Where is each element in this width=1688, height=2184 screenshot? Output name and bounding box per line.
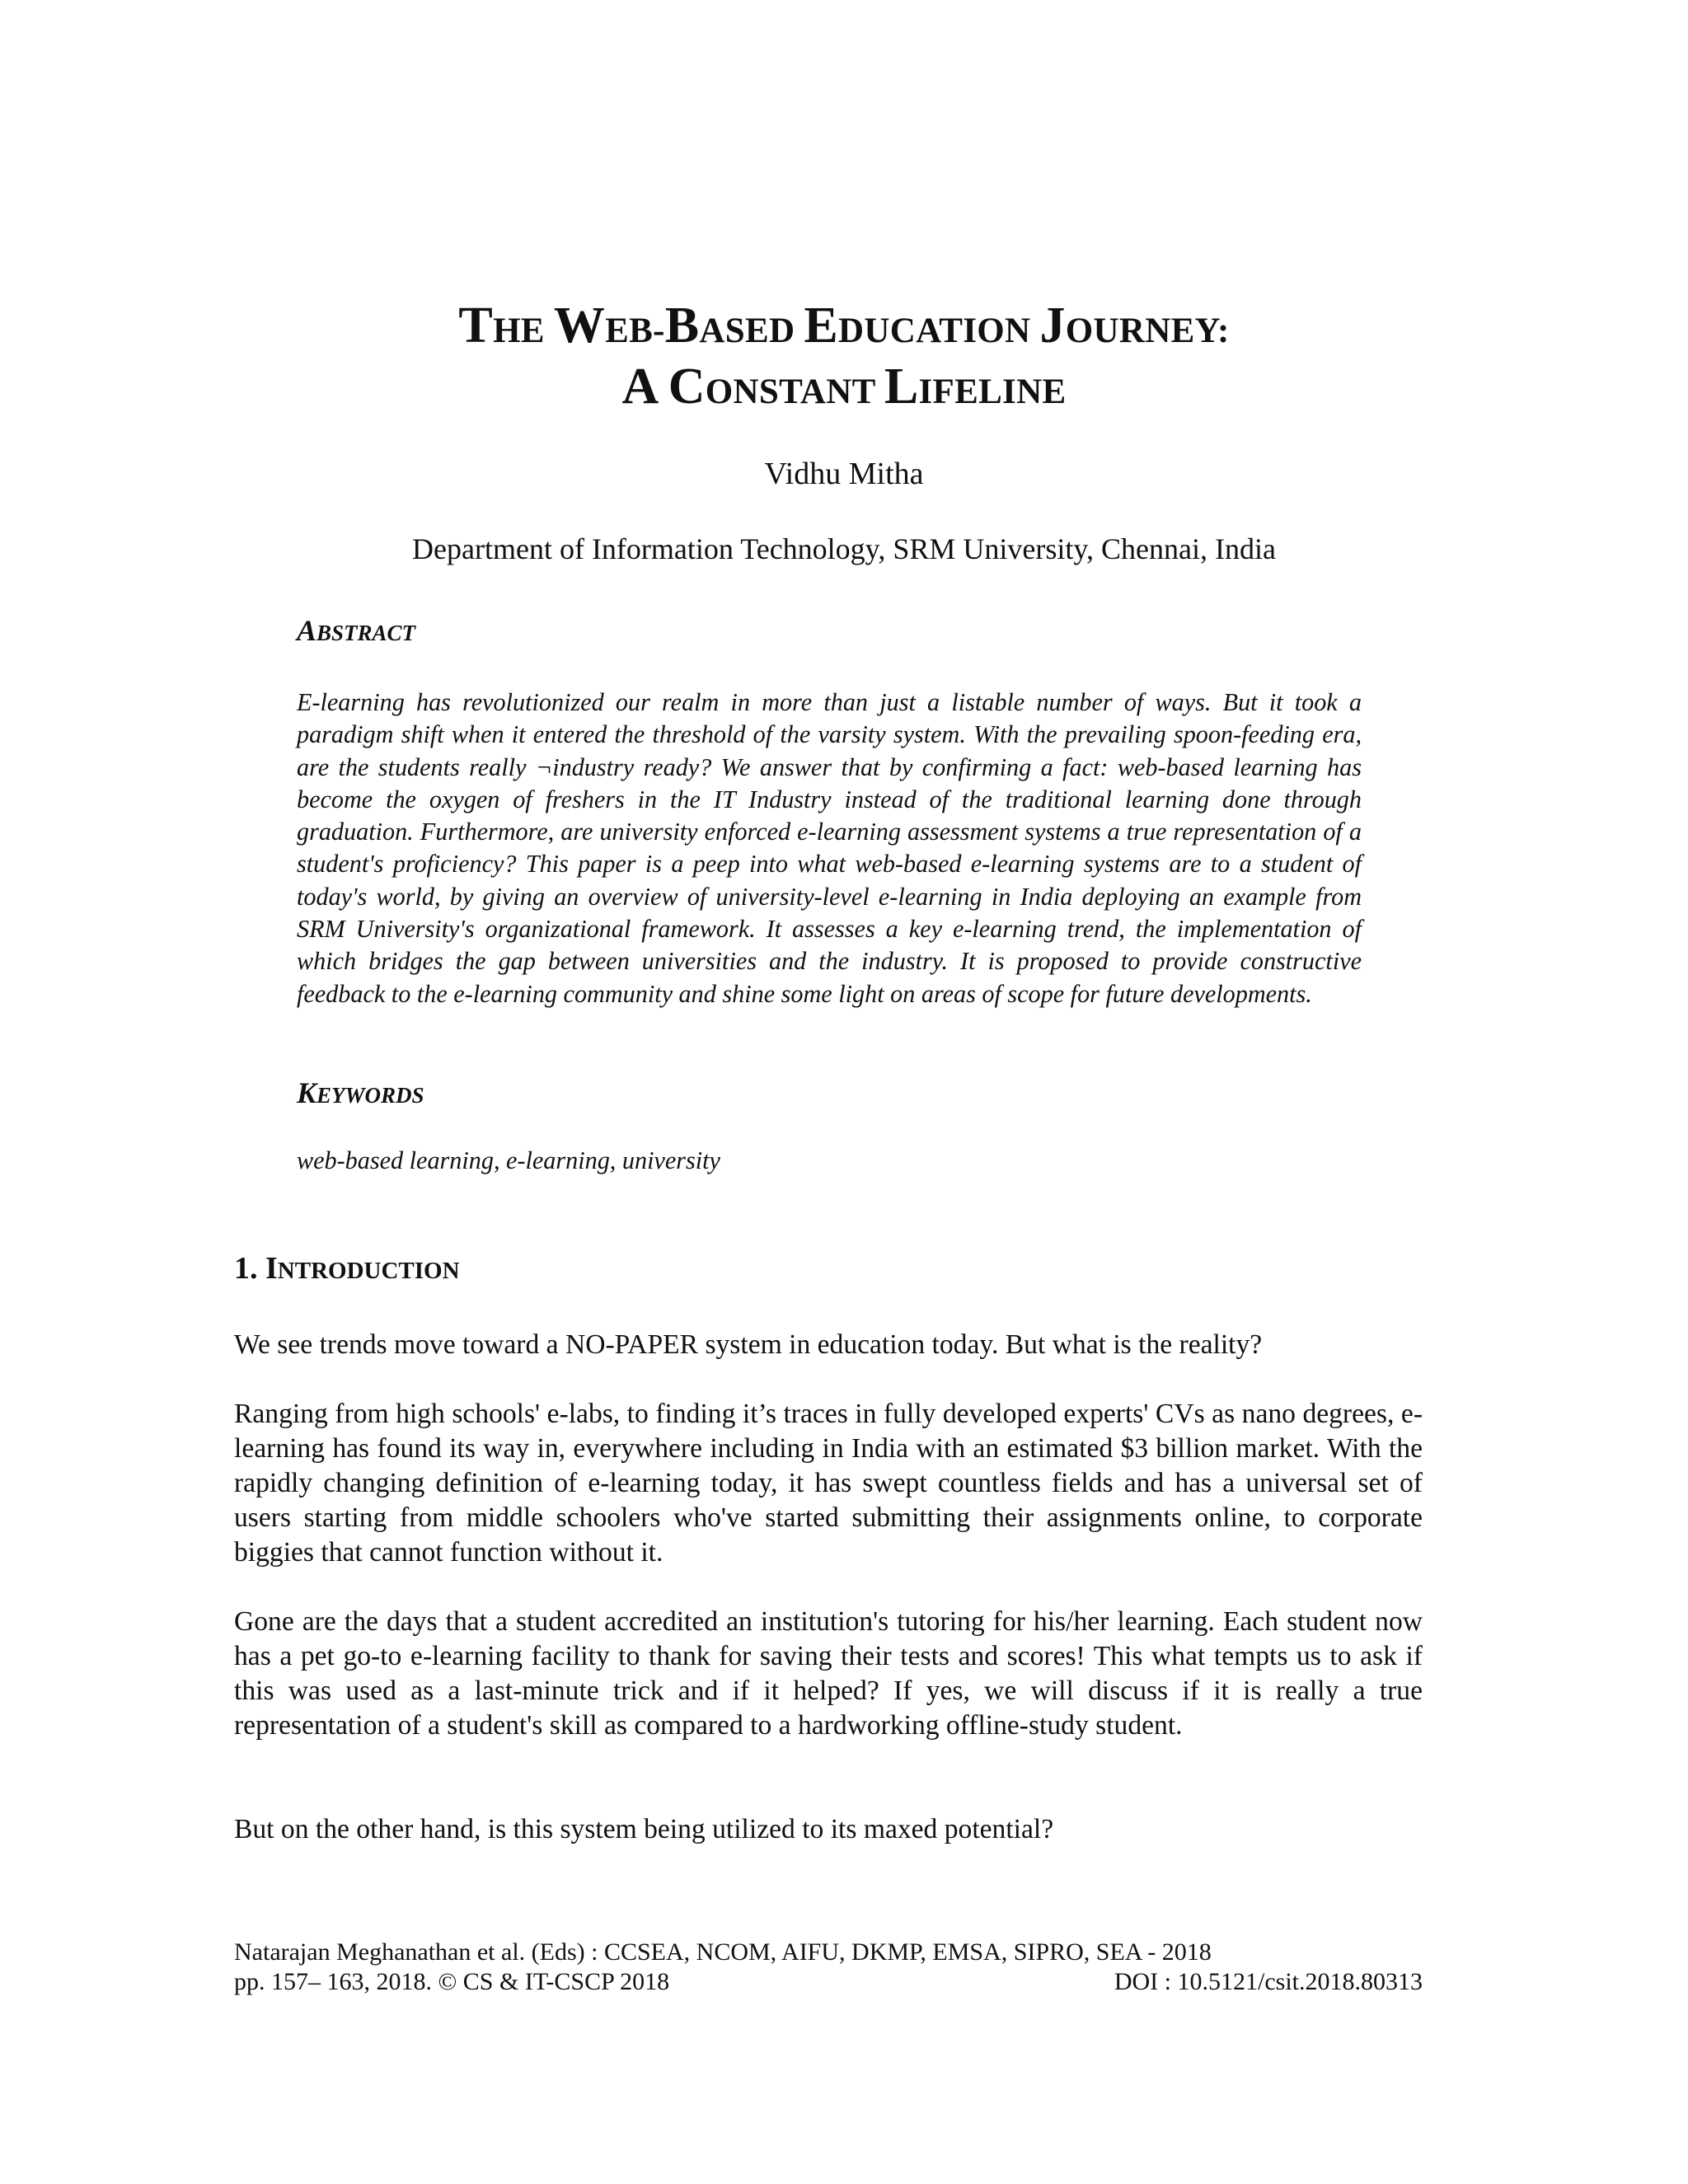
footer-doi: DOI : 10.5121/csit.2018.80313 [1114, 1968, 1423, 1995]
keywords-text: web-based learning, e-learning, university [297, 1146, 720, 1174]
intro-paragraph: Gone are the days that a student accredited an institution's tutoring for his/her learning. Each student now has a pet go-to e-learning facility to thank for saving their tests and scores! This what tempts us to ask if this was used as a last-minute trick and if it helped? If yes, we will discuss if it is really a true representation of a student's skill as compared to a hardworking offline-study student. [234, 1606, 1423, 1741]
keywords-heading: KEYWORDS [297, 1076, 424, 1109]
intro-paragraph: Ranging from high schools' e-labs, to finding it’s traces in fully developed experts' CVs as nano degrees, e-learning has found its way in, everywhere including in India with an estimated $3 billion market. With the rapidly changing definition of e-learning today, it has swept countless fields and has a universal set of users starting from middle schoolers who've started submitting their assignments online, to corporate biggies that cannot function without it. [234, 1399, 1423, 1568]
intro-paragraph: But on the other hand, is this system being utilized to its maxed potential? [234, 1814, 1054, 1844]
abstract-text: E-learning has revolutionized our realm in more than just a listable number of ways. But it took a paradigm shift when it entered the threshold of the varsity system. With the prevailing spoon-feeding era, are the students really ¬industry ready? We answer that by confirming a fact: web-based learning has become the oxygen of freshers in the IT Industry instead of the traditional learning done through graduation. Furthermore, are university enforced e-learning assessment systems a true representation of a student's proficiency? This paper is a peep into what web-based e-learning systems are to a student of today's world, by giving an overview of university-level e-learning in India deploying an example from SRM University's organizational framework. It assesses a key e-learning trend, the implementation of which bridges the gap between universities and the industry. It is proposed to provide constructive feedback to the e-learning community and shine some light on areas of scope for future developments. [297, 688, 1362, 1008]
paper-title-line-1: THE WEB-BASED EDUCATION JOURNEY: [458, 298, 1230, 354]
intro-paragraph: We see trends move toward a NO-PAPER system in education today. But what is the reality? [234, 1329, 1263, 1360]
footer-pages: pp. 157– 163, 2018. © CS & IT-CSCP 2018 [234, 1968, 670, 1995]
introduction-heading: 1. INTRODUCTION [234, 1251, 460, 1286]
footer-proceedings: Natarajan Meghanathan et al. (Eds) : CCSEA, NCOM, AIFU, DKMP, EMSA, SIPRO, SEA - 2018 [234, 1938, 1212, 1966]
abstract-heading: ABSTRACT [297, 614, 416, 647]
author-name: Vidhu Mitha [764, 457, 924, 491]
paper-title-line-2: A CONSTANT LIFELINE [621, 359, 1067, 415]
author-affiliation: Department of Information Technology, SRM University, Chennai, India [412, 532, 1276, 565]
footer-citation [234, 1967, 1423, 1997]
